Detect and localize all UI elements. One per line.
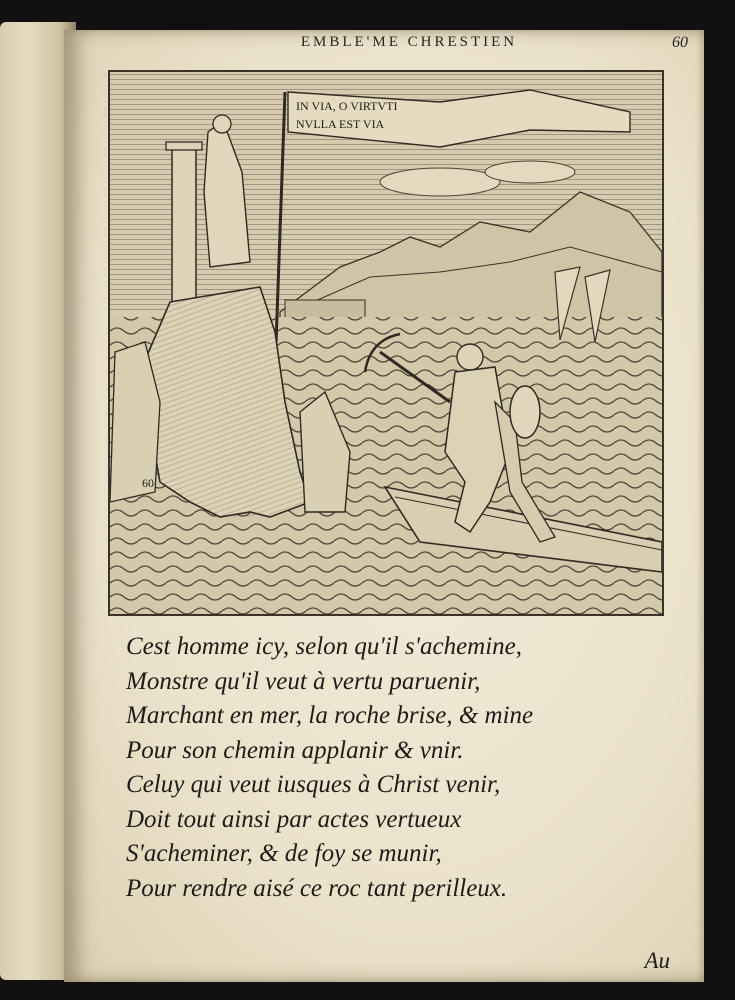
- page-number: 60: [672, 34, 688, 51]
- verse-line: Cest homme icy, selon qu'il s'achemine,: [126, 633, 523, 660]
- verse-line: Doit tout ainsi par actes vertueux: [126, 805, 462, 833]
- catchword: Au: [644, 948, 670, 973]
- verse-line: Pour rendre aisé ce roc tant perilleux.: [126, 874, 508, 902]
- verse-line: S'acheminer, & de foy se munir,: [126, 840, 442, 867]
- banner-text-line-1: IN VIA, O VIRTVTI: [296, 99, 398, 113]
- emblem-engraving: [108, 70, 664, 616]
- verse-line: Celuy qui veut iusques à Christ venir,: [126, 771, 501, 798]
- book-page: [64, 30, 704, 982]
- running-title: EMBLE'ME CHRESTIEN: [300, 34, 518, 50]
- plate-number: 60: [142, 476, 154, 490]
- verse-line: Pour son chemin applanir & vnir.: [126, 736, 464, 764]
- engraving-illustration: [110, 72, 662, 614]
- verse-line: Monstre qu'il veut à vertu paruenir,: [126, 667, 481, 695]
- banner-text-line-2: NVLLA EST VIA: [296, 117, 385, 131]
- verse-line: Marchant en mer, la roche brise, & mine: [126, 702, 534, 729]
- verse-block: [126, 630, 686, 906]
